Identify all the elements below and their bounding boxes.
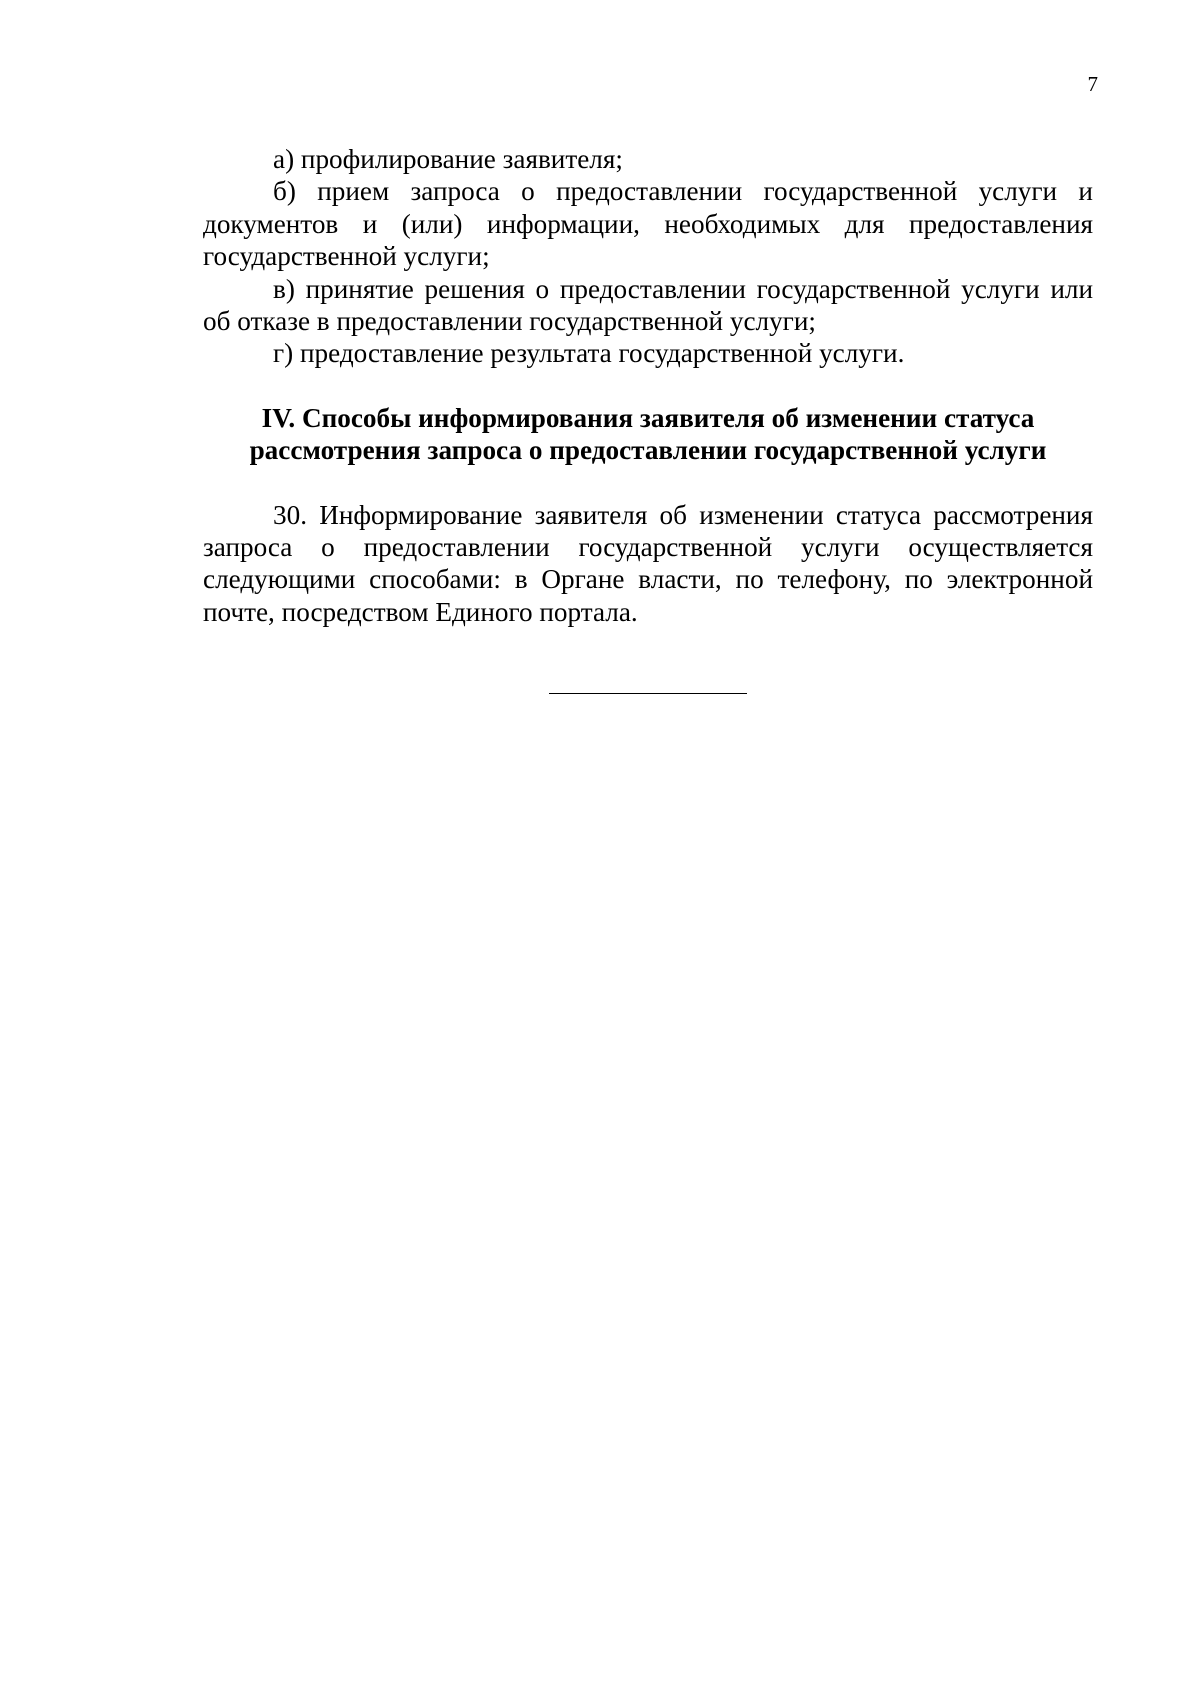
list-item-b: б) прием запроса о предоставлении государственной услуги и документов и (или) информации, необходимых для предоставления государственной услуги; bbox=[203, 176, 1093, 272]
end-of-text-rule bbox=[549, 693, 747, 694]
list-item-g: г) предоставление результата государственной услуги. bbox=[273, 338, 905, 369]
section-heading-line-1: IV. Способы информирования заявителя об изменении статуса bbox=[261, 402, 1035, 433]
list-item-a: а) профилирование заявителя; bbox=[273, 144, 623, 174]
list-item-v: в) принятие решения о предоставлении государственной услуги или об отказе в предоставлении государственной услуги; bbox=[203, 273, 1093, 337]
section-body bbox=[203, 499, 1093, 629]
section-heading-line-2: рассмотрения запроса о предоставлении государственной услуги bbox=[249, 435, 1047, 466]
paragraph-30: 30. Информирование заявителя об изменении статуса рассмотрения запроса о предоставлении государственной услуги осуществляется следующими способами: в Органе власти, по телефону, по электронной почте, посредством Единого портала. bbox=[203, 499, 1093, 627]
document-body bbox=[203, 143, 1093, 628]
section-heading bbox=[203, 402, 1093, 467]
page-number: 7 bbox=[1087, 72, 1098, 96]
